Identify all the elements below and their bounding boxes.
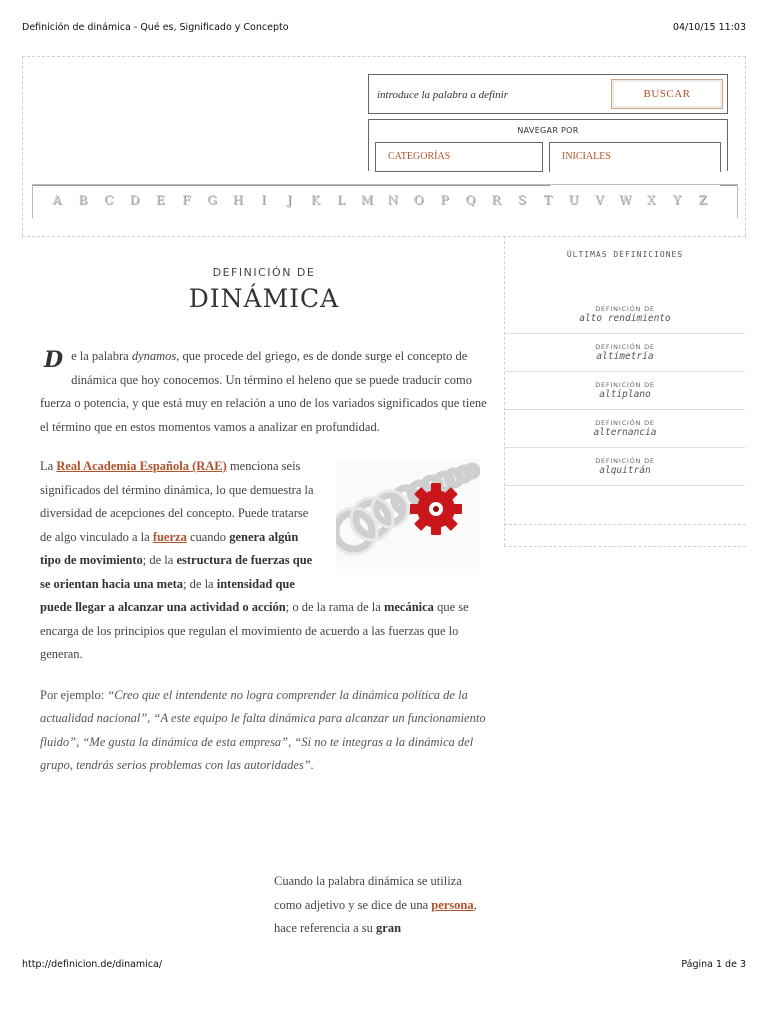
paragraph-intro	[40, 345, 488, 439]
list-item[interactable]	[505, 296, 745, 334]
alphabet-letter-o[interactable]: O	[413, 193, 424, 207]
text: ; de la	[142, 553, 177, 567]
text: ; de la	[183, 576, 217, 591]
print-page-number: Página 1 de 3	[681, 959, 746, 970]
gears-image	[336, 459, 480, 569]
alphabet-letter-z[interactable]: Z	[698, 193, 707, 207]
print-header	[22, 22, 746, 33]
link-rae[interactable]: Real Academia Española (RAE)	[56, 459, 227, 473]
text: , que procede del griego, es de donde surge el concepto de dinámica que hoy conocemos. Un término el heleno que se puede traducir como fuerza o potencia, y que está muy en relación a uno de los variados significados que tiene el término que en estos momentos vamos a analizar en profundidad.	[40, 349, 487, 434]
link-persona[interactable]: persona	[431, 897, 474, 912]
alphabet-letter-v[interactable]: V	[595, 193, 604, 207]
article-body	[40, 345, 488, 935]
text: cuando	[186, 529, 230, 544]
bold-text: gran	[376, 921, 402, 935]
sidebar-rule-1	[504, 524, 746, 525]
search-box	[368, 74, 728, 114]
alphabet-letter-d[interactable]: D	[129, 193, 140, 207]
item-link[interactable]: altimetría	[596, 351, 654, 362]
alphabet-letter-n[interactable]: N	[387, 193, 399, 207]
browse-title: NAVEGAR POR	[517, 126, 579, 135]
text: menciona seis significados del término dinámica, lo que demuestra la diversidad de acepciones del concepto. Puede tratarse de algo vinculado a la	[40, 459, 314, 544]
print-footer	[22, 959, 746, 970]
text: Cuando la palabra dinámica se utiliza como adjetivo y se dice de una	[274, 874, 462, 912]
alphabet-letter-y[interactable]: Y	[672, 193, 681, 207]
alphabet-letter-u[interactable]: U	[568, 193, 579, 207]
item-prefix: DEFINICIÓN DE	[595, 381, 655, 389]
example-quotes: “Creo que el intendente no logra comprender la dinámica política de la actualidad nacional”, “A este equipo le falta dinámica para alcanzar un funcionamiento fluido”, “Me gusta la dinámica de esta empresa”, “Si no te integras a la dinámica del grupo, tendrás serios problemas con las autoridades”.	[40, 687, 486, 772]
text: La	[40, 459, 57, 473]
alphabet-letter-c[interactable]: C	[104, 193, 114, 207]
text: , hace referencia a su	[274, 897, 477, 935]
item-prefix: DEFINICIÓN DE	[595, 305, 655, 313]
print-datetime: 04/10/15 11:03	[672, 22, 746, 33]
bold-text: genera algún tipo de movimiento	[40, 529, 299, 567]
alphabet-letter-r[interactable]: R	[491, 193, 501, 207]
alphabet-letter-x[interactable]: X	[646, 193, 656, 207]
item-link[interactable]: alquitrán	[599, 465, 651, 476]
list-item[interactable]	[505, 372, 745, 410]
item-prefix: DEFINICIÓN DE	[595, 419, 655, 427]
alphabet-letter-p[interactable]: P	[440, 193, 449, 207]
browse-panel	[368, 119, 728, 171]
alphabet-letter-l[interactable]: L	[337, 193, 346, 207]
header-divider	[22, 236, 746, 237]
gear-icon	[336, 459, 480, 569]
alphabet-bar	[32, 184, 738, 218]
item-link[interactable]: altiplano	[599, 389, 651, 400]
definition-label: DEFINICIÓN DE	[212, 266, 316, 279]
search-input[interactable]	[375, 83, 609, 107]
tab-initials[interactable]: INICIALES	[549, 142, 721, 172]
bold-text: mecánica	[383, 600, 434, 614]
list-item[interactable]	[505, 410, 745, 448]
item-link[interactable]: alternancia	[593, 427, 657, 438]
recent-definitions-list	[505, 296, 745, 486]
paragraph-meanings	[40, 455, 488, 667]
alphabet-letter-a[interactable]: A	[52, 193, 62, 207]
search-button[interactable]: BUSCAR	[611, 79, 723, 109]
alphabet-letters	[49, 193, 711, 207]
bold-text: intensidad que puede llegar a alcanzar una actividad o acción	[40, 576, 295, 614]
alphabet-letter-j[interactable]: J	[287, 193, 292, 207]
paragraph-adjective	[274, 870, 486, 941]
paragraph-examples	[40, 684, 488, 778]
item-link[interactable]: alto rendimiento	[579, 313, 671, 324]
sidebar-title: ÚLTIMAS DEFINICIONES	[566, 250, 684, 259]
tab-categories[interactable]: CATEGORÍAS	[375, 142, 543, 172]
alphabet-letter-f[interactable]: F	[181, 193, 191, 207]
text: que se encarga de los principios que regulan el movimiento de acuerdo a las fuerzas que lo generan.	[40, 600, 469, 661]
text: ; o de la rama de la	[285, 600, 384, 614]
print-url: http://definicion.de/dinamica/	[22, 959, 163, 970]
alphabet-letter-s[interactable]: S	[517, 193, 527, 207]
alphabet-letter-h[interactable]: H	[232, 193, 244, 207]
item-prefix: DEFINICIÓN DE	[595, 457, 655, 465]
item-prefix: DEFINICIÓN DE	[595, 343, 655, 351]
print-page-title: Definición de dinámica - Qué es, Significado y Concepto	[22, 22, 289, 33]
emphasis: dynamos	[131, 349, 177, 363]
bold-text: estructura de fuerzas que se orientan hacia una meta	[40, 553, 313, 591]
frame-top-rule	[22, 56, 746, 57]
text: e la palabra	[71, 349, 132, 363]
alphabet-letter-q[interactable]: Q	[465, 193, 476, 207]
link-fuerza[interactable]: fuerza	[152, 529, 187, 544]
alphabet-letter-w[interactable]: W	[619, 193, 632, 207]
alphabet-letter-m[interactable]: M	[360, 193, 374, 207]
page-title: DINÁMICA	[188, 284, 340, 313]
text: Por ejemplo:	[40, 687, 108, 702]
drop-cap: D	[44, 347, 64, 373]
alphabet-letter-e[interactable]: E	[155, 193, 165, 207]
alphabet-letter-b[interactable]: B	[78, 193, 88, 207]
list-item[interactable]	[505, 448, 745, 486]
alphabet-letter-i[interactable]: I	[261, 193, 266, 207]
list-item[interactable]	[505, 334, 745, 372]
alphabet-letter-g[interactable]: G	[207, 193, 217, 207]
alphabet-letter-k[interactable]: K	[310, 193, 320, 207]
frame-left-rule	[22, 56, 23, 236]
sidebar-rule-2	[504, 546, 746, 547]
frame-right-rule	[745, 56, 746, 236]
alphabet-letter-t[interactable]: T	[543, 193, 552, 207]
